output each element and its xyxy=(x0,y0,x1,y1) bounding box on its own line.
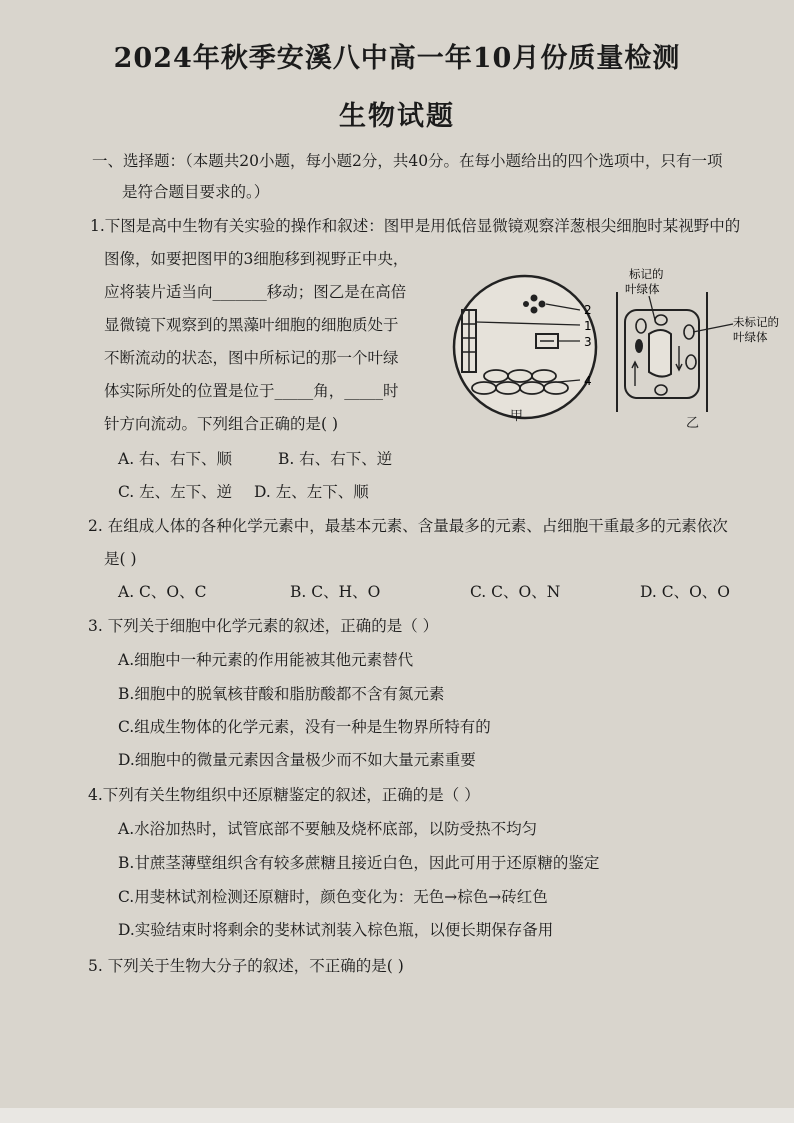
q1-line1: 1.下图是高中生物有关实验的操作和叙述：图甲是用低倍显微镜观察洋葱根尖细胞时某视野中的 xyxy=(90,217,741,235)
fig-jia-label-4: 4 xyxy=(584,374,592,388)
q1-line4: 显微镜下观察到的黑藻叶细胞的细胞质处于 xyxy=(104,316,399,334)
q4-option-a: A.水浴加热时，试管底部不要触及烧杯底部，以防受热不均匀 xyxy=(118,820,538,838)
q2-line2: 是( ) xyxy=(104,550,137,568)
figure-jia-microscope-view xyxy=(450,272,610,432)
q1-option-b: B. 右、右下、逆 xyxy=(278,450,393,468)
q1-line6: 体实际所处的位置是位于_____角，_____时 xyxy=(104,382,399,400)
q4-option-c: C.用斐林试剂检测还原糖时，颜色变化为：无色→棕色→砖红色 xyxy=(118,888,548,906)
q4-option-b: B.甘蔗茎薄壁组织含有较多蔗糖且接近白色，因此可用于还原糖的鉴定 xyxy=(118,854,600,872)
q2-line1: 2. 在组成人体的各种化学元素中，最基本元素、含量最多的元素、占细胞干重最多的元素依次 xyxy=(88,517,728,535)
q5-line1: 5. 下列关于生物大分子的叙述，不正确的是( ) xyxy=(88,957,404,975)
q3-line1: 3. 下列关于细胞中化学元素的叙述，正确的是（ ） xyxy=(88,617,439,635)
q1-option-a: A. 右、右下、顺 xyxy=(118,450,233,468)
q2-option-c: C. C、O、N xyxy=(470,583,561,601)
q2-option-b: B. C、H、O xyxy=(290,583,381,601)
figure-yi-leaf-cell xyxy=(605,262,794,422)
exam-title: 2024年秋季安溪八中高一年10月份质量检测 xyxy=(113,43,681,74)
section-heading-line2: 是符合题目要求的。） xyxy=(122,183,270,201)
fig-yi-marked-label-1: 标记的 xyxy=(629,267,664,281)
q1-line2: 图像，如要把图甲的3细胞移到视野正中央， xyxy=(104,250,409,268)
q2-option-a: A. C、O、C xyxy=(118,583,207,601)
q1-line3: 应将装片适当向_______移动；图乙是在高倍 xyxy=(104,283,407,301)
q4-option-d: D.实验结束时将剩余的斐林试剂装入棕色瓶，以便长期保存备用 xyxy=(118,921,554,939)
fig-jia-caption: 甲 xyxy=(510,409,524,424)
page-bottom-edge xyxy=(0,1108,794,1123)
q4-line1: 4.下列有关生物组织中还原糖鉴定的叙述，正确的是（ ） xyxy=(88,786,480,804)
exam-subtitle: 生物试题 xyxy=(339,101,455,132)
q1-option-c: C. 左、左下、逆 xyxy=(118,483,233,501)
section-heading-line1: 一、选择题：（本题共20小题，每小题2分，共40分。在每小题给出的四个选项中，只有一项 xyxy=(92,152,723,170)
q1-option-d: D. 左、左下、顺 xyxy=(254,483,369,501)
q1-line7: 针方向流动。下列组合正确的是( ) xyxy=(104,415,339,433)
fig-yi-caption: 乙 xyxy=(686,416,700,431)
fig-jia-label-3: 3 xyxy=(584,335,592,349)
fig-yi-unmarked-label-2: 叶绿体 xyxy=(733,330,768,344)
q3-option-a: A.细胞中一种元素的作用能被其他元素替代 xyxy=(118,651,414,669)
q3-option-c: C.组成生物体的化学元素，没有一种是生物界所特有的 xyxy=(118,718,491,736)
q2-option-d: D. C、O、O xyxy=(640,583,731,601)
q1-line5: 不断流动的状态，图中所标记的那一个叶绿 xyxy=(104,349,399,367)
fig-yi-unmarked-label-1: 未标记的 xyxy=(733,315,779,329)
fig-jia-label-2: 2 xyxy=(584,303,592,317)
fig-jia-label-1: 1 xyxy=(584,319,592,333)
fig-yi-marked-label-2: 叶绿体 xyxy=(625,282,660,296)
q3-option-b: B.细胞中的脱氧核苷酸和脂肪酸都不含有氮元素 xyxy=(118,685,445,703)
q3-option-d: D.细胞中的微量元素因含量极少而不如大量元素重要 xyxy=(118,751,476,769)
